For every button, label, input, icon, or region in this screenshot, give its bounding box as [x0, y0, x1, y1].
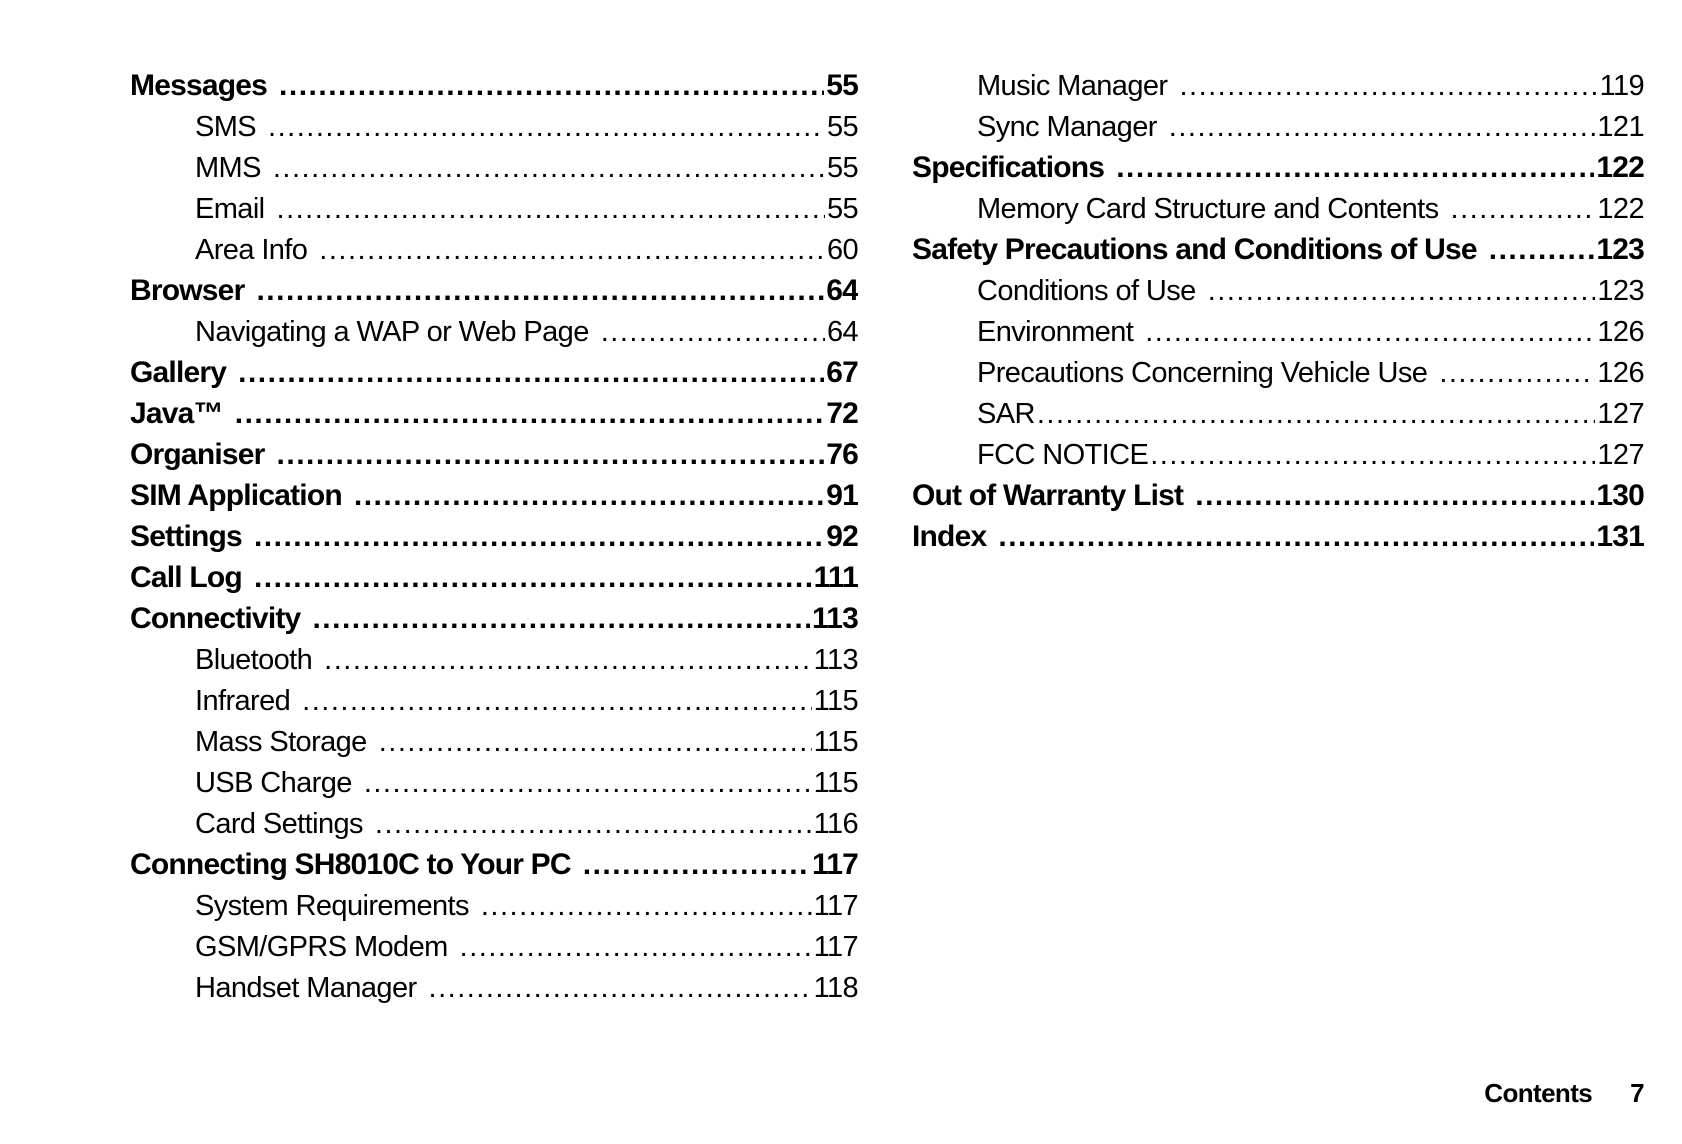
toc-section-entry[interactable]	[912, 472, 1644, 513]
toc-subsection-entry[interactable]	[912, 390, 1644, 431]
toc-entry-title: Precautions Concerning Vehicle Use	[977, 357, 1428, 389]
toc-subsection-entry[interactable]	[912, 62, 1644, 103]
toc-left-column	[130, 62, 858, 1005]
toc-entry-title: Index	[912, 520, 987, 553]
toc-page-number: 123	[1597, 275, 1644, 307]
dot-leader	[254, 561, 812, 595]
toc-subsection-entry[interactable]	[912, 308, 1644, 349]
toc-page-number: 123	[1596, 233, 1644, 266]
toc-entry-title: Connecting SH8010C to Your PC	[130, 848, 571, 881]
toc-page-number: 131	[1596, 520, 1644, 553]
toc-entry-title: Conditions of Use	[977, 275, 1196, 307]
toc-page-number: 122	[1596, 151, 1644, 184]
toc-page-number: 111	[813, 561, 858, 594]
toc-page-number: 76	[826, 438, 858, 471]
toc-entry-title: Settings	[130, 520, 242, 553]
toc-page-number: 60	[826, 234, 858, 266]
dot-leader	[1179, 70, 1597, 103]
toc-section-entry[interactable]	[130, 595, 858, 636]
footer-section-label: Contents	[1484, 1078, 1593, 1108]
dot-leader	[1489, 233, 1595, 267]
toc-entry-title: Handset Manager	[195, 972, 417, 1004]
toc-page-number: 91	[826, 479, 858, 512]
toc-right-column	[912, 62, 1644, 554]
toc-subsection-entry[interactable]	[912, 103, 1644, 144]
dot-leader	[460, 931, 812, 964]
toc-page-number: 126	[1597, 316, 1644, 348]
toc-entry-title: Navigating a WAP or Web Page	[195, 316, 589, 348]
dot-leader	[324, 644, 811, 677]
toc-subsection-entry[interactable]	[130, 636, 858, 677]
toc-page-number: 117	[813, 931, 858, 963]
toc-page-number: 64	[826, 316, 858, 348]
toc-page-number: 67	[826, 356, 858, 389]
dot-leader	[1116, 151, 1594, 185]
toc-entry-title: Connectivity	[130, 602, 301, 635]
toc-entry-title: Card Settings	[195, 808, 363, 840]
toc-page-number: 55	[826, 69, 858, 102]
dot-leader	[238, 356, 824, 390]
toc-subsection-entry[interactable]	[130, 677, 858, 718]
toc-entry-title: SMS	[195, 111, 257, 143]
toc-page-number: 113	[812, 602, 858, 635]
toc-entry-title: Java™	[130, 397, 223, 430]
toc-subsection-entry[interactable]	[912, 349, 1644, 390]
dot-leader	[364, 767, 812, 800]
toc-page-number: 130	[1596, 479, 1644, 512]
dot-leader	[1208, 275, 1596, 308]
dot-leader	[354, 479, 824, 513]
dot-leader	[302, 685, 811, 718]
toc-page-number: 127	[1597, 398, 1644, 430]
dot-leader	[277, 193, 825, 226]
dot-leader	[279, 69, 824, 103]
toc-entry-title: Gallery	[130, 356, 227, 389]
toc-entry-title: MMS	[195, 152, 261, 184]
toc-entry-title: Specifications	[912, 151, 1105, 184]
toc-entry-title: Safety Precautions and Conditions of Use	[912, 233, 1477, 266]
toc-subsection-entry[interactable]	[130, 185, 858, 226]
dot-leader	[481, 890, 812, 923]
toc-section-entry[interactable]	[130, 431, 858, 472]
toc-page-number: 55	[826, 193, 858, 225]
toc-entry-title: Bluetooth	[195, 644, 313, 676]
toc-page-number: 115	[813, 726, 858, 758]
dot-leader	[273, 152, 825, 185]
toc-entry-title: Area Info	[195, 234, 308, 266]
toc-subsection-entry[interactable]	[130, 923, 858, 964]
toc-entry-title: SIM Application	[130, 479, 342, 512]
toc-entry-title: Infrared	[195, 685, 291, 717]
dot-leader	[429, 972, 812, 1005]
toc-page-number: 122	[1597, 193, 1644, 225]
dot-leader	[1439, 357, 1595, 390]
toc-page-number: 113	[813, 644, 858, 676]
toc-section-entry[interactable]	[130, 62, 858, 103]
toc-entry-title: Memory Card Structure and Contents	[977, 193, 1439, 225]
dot-leader	[1150, 439, 1595, 472]
dot-leader	[583, 848, 810, 882]
toc-subsection-entry[interactable]	[130, 144, 858, 185]
toc-subsection-entry[interactable]	[912, 431, 1644, 472]
toc-page-number: 92	[826, 520, 858, 553]
toc-section-entry[interactable]	[130, 267, 858, 308]
footer-page-number: 7	[1630, 1078, 1644, 1108]
toc-entry-title: Mass Storage	[195, 726, 367, 758]
toc-entry-title: SAR	[977, 398, 1035, 430]
dot-leader	[1169, 111, 1596, 144]
toc-section-entry[interactable]	[130, 390, 858, 431]
toc-page-number: 115	[813, 767, 858, 799]
toc-subsection-entry[interactable]	[130, 800, 858, 841]
toc-entry-title: Out of Warranty List	[912, 479, 1184, 512]
toc-subsection-entry[interactable]	[912, 267, 1644, 308]
toc-section-entry[interactable]	[130, 513, 858, 554]
dot-leader	[998, 520, 1594, 554]
toc-section-entry[interactable]	[130, 554, 858, 595]
toc-page-number: 121	[1597, 111, 1644, 143]
dot-leader	[319, 234, 825, 267]
toc-page-number: 55	[826, 152, 858, 184]
toc-page-number: 116	[813, 808, 858, 840]
toc-subsection-entry[interactable]	[130, 759, 858, 800]
toc-page-number: 126	[1597, 357, 1644, 389]
toc-entry-title: FCC NOTICE	[977, 439, 1149, 471]
toc-section-entry[interactable]	[130, 841, 858, 882]
toc-page-number: 119	[1599, 70, 1644, 102]
dot-leader	[1195, 479, 1594, 513]
toc-entry-title: Call Log	[130, 561, 242, 594]
toc-section-entry[interactable]	[912, 513, 1644, 554]
toc-section-entry[interactable]	[130, 472, 858, 513]
dot-leader	[379, 726, 812, 759]
toc-entry-title: System Requirements	[195, 890, 469, 922]
dot-leader	[1037, 398, 1596, 431]
toc-subsection-entry[interactable]	[130, 964, 858, 1005]
toc-page-number: 117	[813, 890, 858, 922]
toc-section-entry[interactable]	[130, 349, 858, 390]
toc-page-number: 64	[826, 274, 858, 307]
toc-page-number: 115	[813, 685, 858, 717]
dot-leader	[254, 520, 824, 554]
dot-leader	[235, 397, 824, 431]
toc-subsection-entry[interactable]	[130, 882, 858, 923]
toc-page-number: 118	[813, 972, 858, 1004]
toc-entry-title: Sync Manager	[977, 111, 1157, 143]
dot-leader	[277, 438, 825, 472]
toc-entry-title: Messages	[130, 69, 268, 102]
dot-leader	[601, 316, 825, 349]
dot-leader	[375, 808, 812, 841]
toc-entry-title: Browser	[130, 274, 245, 307]
dot-leader	[268, 111, 825, 144]
toc-section-entry[interactable]	[912, 226, 1644, 267]
toc-entry-title: Email	[195, 193, 265, 225]
toc-subsection-entry[interactable]	[130, 226, 858, 267]
dot-leader	[312, 602, 810, 636]
toc-page-number: 127	[1597, 439, 1644, 471]
page-footer	[1484, 1078, 1644, 1109]
toc-subsection-entry[interactable]	[130, 718, 858, 759]
toc-entry-title: Environment	[977, 316, 1134, 348]
dot-leader	[1145, 316, 1595, 349]
toc-entry-title: Organiser	[130, 438, 265, 471]
toc-entry-title: GSM/GPRS Modem	[195, 931, 448, 963]
toc-subsection-entry[interactable]	[912, 185, 1644, 226]
toc-section-entry[interactable]	[912, 144, 1644, 185]
toc-page-number: 55	[826, 111, 858, 143]
toc-subsection-entry[interactable]	[130, 308, 858, 349]
toc-page-number: 117	[812, 848, 858, 881]
toc-entry-title: USB Charge	[195, 767, 352, 799]
toc-page-number: 72	[826, 397, 858, 430]
dot-leader	[1451, 193, 1596, 226]
toc-entry-title: Music Manager	[977, 70, 1168, 102]
toc-subsection-entry[interactable]	[130, 103, 858, 144]
dot-leader	[256, 274, 824, 308]
